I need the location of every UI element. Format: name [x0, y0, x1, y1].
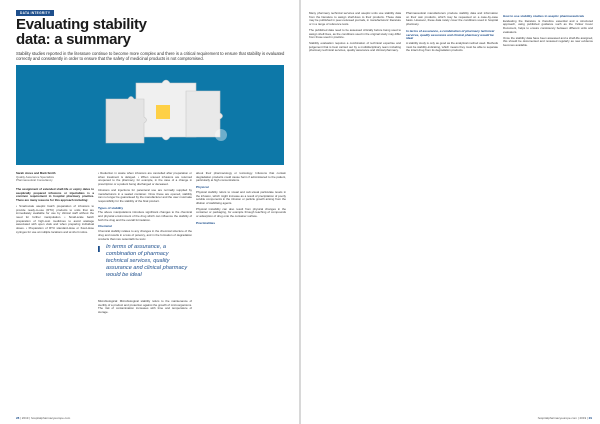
paragraph: Microbiological: Microbiological stability refers to the maintenance of sterility of a product and protection against the growth of microorganisms. The risk of contamination increases with time and temperature of storage.: [98, 300, 192, 315]
subheading: Physical: [196, 185, 209, 190]
paragraph: Physical instability can also result from physical changes in the container or packaging, for example through leaching of compounds or adsorption of drug onto the container surface.: [196, 206, 286, 219]
paragraph: about their pharmacology or toxicology. Infusions that contain degradation products could cause harm if administered to the patient, particularly at high concentrations.: [196, 172, 286, 183]
subheading: Types of stability: [98, 205, 124, 210]
author-role: Quality Assurance Specialists: [16, 174, 54, 179]
quote-icon: [98, 246, 104, 252]
pull-quote: In terms of assurance, a combination of pharmacy technical services, quality assurance and clinical pharmacy would be ideal: [406, 28, 495, 41]
folio: 28: [16, 416, 20, 420]
author-org: Pharmaceutical Consultancy: [16, 178, 53, 183]
subheading: How to use stability studies in aseptic pharmaceuticals: [503, 14, 585, 18]
paragraph: • Small-scale aseptic batch preparation of infusions to provide ready-to-use (RTU) products to units that are immediately available for use by clinical staff without the need for further manipulation. • Small-scale batch preparation of high-cost medicines to avoid wastage associated with open vials and when preparing individual doses. • Preparation of RTU standard-dose or fixed-dose syringes for use at multiple locations and at short notice.: [16, 203, 94, 234]
paragraph: Stability evaluation requires a combination of technical expertise and judgement that is best carried out by a multidisciplinary team including pharmacy technical services, quality assurance and clinical pharmacy.: [309, 40, 401, 53]
standfirst: Stability studies reported in the literature continue to become more complex and there is a critical requirement to ensure that stability is evaluated correctly and consistently in order to ensure that the safety of medicinal products is not compromised.: [16, 51, 285, 62]
paragraph: The published data need to be assessed critically before being used to assign shelf-lives, as the conditions used in the original study may differ from those used in practice.: [309, 27, 401, 40]
paragraph: Many pharmacy technical services and aseptic units use stability data from the literature to assign shelf-lives to their products. These data may be published in peer-reviewed journals, in manufacturers' literature or in a range of reference texts.: [309, 12, 401, 27]
page-footer: 28 | 2019 | hospitalpharmacyeurope.com: [16, 416, 71, 420]
paragraph: Physical stability refers to visual and sub-visual particulate levels in the infusion, which might increase as a result of precipitation of poorly soluble components in the infusion or particle growth arising from the dilution of stabilising agents.: [196, 189, 286, 205]
author-byline: [16, 172, 68, 183]
text-column-2b: [98, 300, 192, 408]
category-tag: DATA INTEGRITY: [16, 10, 54, 16]
issue: 2019: [21, 416, 29, 420]
text-column-3: [196, 172, 286, 408]
pull-quote: In terms of assurance, a combination of pharmacy technical services, quality assurance and clinical pharmacy would be ideal: [106, 244, 188, 278]
paragraph: A stability study is only as good as the analytical method used. Methods must be stability-indicating, which means they must be able to separate the intact drug from its degradation products.: [406, 40, 498, 53]
right-page: [301, 0, 600, 424]
publication-url: hospitalpharmacyeurope.com: [30, 416, 71, 420]
paragraph: Pharmaceutical manufacturers produce stability data and information on their own products, which may be requested on a case-by-case basis. However, these data rarely cover the conditions used in hospital pharmacy.: [406, 12, 498, 27]
text-column-2: [98, 172, 192, 240]
subheading: Practicalities: [196, 220, 216, 225]
paragraph: • Reduction in waste when infusions are cancelled after preparation or when treatment is delayed. • When unused infusions are returned unopened to the pharmacy, for example, in the case of a change in prescription or a patient being discharged or deceased.: [98, 172, 192, 187]
right-text-column-3: [503, 12, 593, 408]
paragraph: Evaluating the literature is therefore essential and a structured approach, using published guidance such as the Yellow Cover Document, helps to ensure consistency between different units and evaluators.: [503, 18, 593, 34]
subheading: Chemical: [98, 224, 112, 229]
issue: 2019: [579, 416, 587, 420]
page-footer: hospitalpharmacyeurope.com | 2019 | 29: [537, 416, 592, 420]
author-names: Sarah Jones and Mark Smith: [16, 171, 56, 175]
article-title: Evaluating stability data: a summary: [16, 16, 147, 48]
hero-image: [16, 65, 284, 165]
paragraph: Once the stability data have been assessed and a shelf-life assigned, this should be documented and reviewed regularly as new evidence becomes available.: [503, 35, 593, 47]
paragraph: Infusions and injections for parenteral use are normally supplied by manufacturers in a sealed container. Once these are opened, stability can no longer be guaranteed by the manufacturer and the user must take responsibility for the stability of the final product.: [98, 187, 192, 203]
publication-url: hospitalpharmacyeurope.com: [537, 416, 578, 420]
paragraph: The assignment of extended shelf-life or expiry dates to aseptically prepared infusions or injectables is a common requirement in hospital pharmacy practice. There are many reasons for this approach including:: [16, 188, 94, 203]
right-text-column-2: [406, 12, 498, 408]
jigsaw-puzzle-illustration: [16, 65, 284, 165]
paragraph: The above manipulations introduce significant changes to the chemical and physical environment of the drug which can influence the stability of both the drug and the overall formulation.: [98, 210, 192, 222]
folio: 29: [588, 416, 592, 420]
text-column-1: [16, 188, 94, 408]
left-page: [0, 0, 299, 424]
right-text-column-1: [309, 12, 401, 408]
paragraph: Chemical stability relates to any changes in the chemical structure of the drug and results in a loss of potency, and in the formation of degradation products that may potentially be toxic.: [98, 229, 192, 240]
